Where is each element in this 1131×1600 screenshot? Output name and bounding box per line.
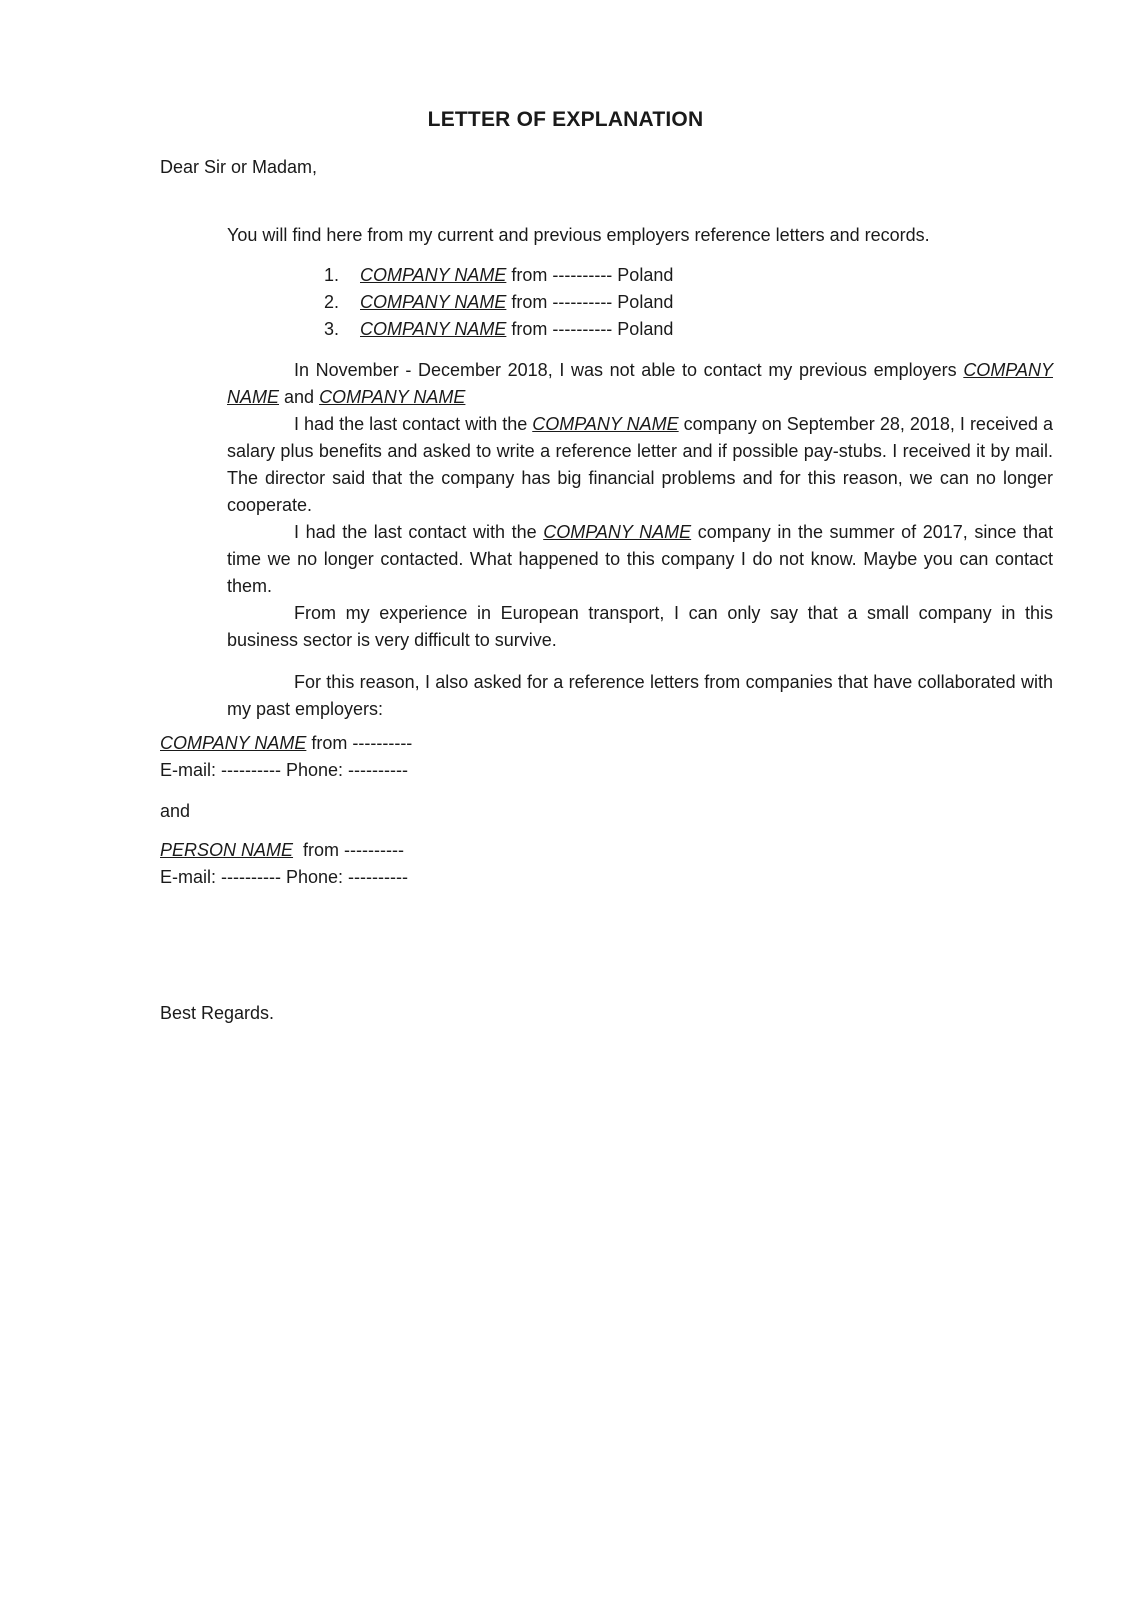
contact-1-details: E-mail: ---------- Phone: ----------: [160, 760, 408, 780]
company-name: COMPANY NAME: [532, 414, 679, 434]
list-item: [324, 316, 673, 343]
paragraph-text: In November - December 2018, I was not able to contact my previous employers: [294, 360, 964, 380]
reference-contacts: [160, 730, 412, 891]
paragraph-text: I had the last contact with the: [294, 414, 533, 434]
closing: Best Regards.: [160, 1003, 275, 1023]
letter-title: LETTER OF EXPLANATION: [427, 108, 704, 131]
greeting: Dear Sir or Madam,: [160, 157, 318, 177]
employer-list: [324, 262, 673, 343]
from-text: from ---------- Poland: [506, 265, 674, 285]
paragraph-text: company in the summer of 2017, since that time we no longer contacted. What happened to this company I do not know. Maybe you can contact them.: [227, 522, 1053, 596]
list-item: [324, 262, 673, 289]
contact-from: from ----------: [293, 840, 404, 860]
intro-paragraph: You will find here from my current and previous employers reference letters and records.: [227, 225, 930, 245]
paragraph-text: company on September 28, 2018, I received a salary plus benefits and asked to write a reference letter and if possible pay-stubs. I received it by mail. The director said that the company has big financial problems and for this reason, we can no longer cooperate.: [227, 414, 1054, 515]
paragraph-last-contact-2017: [227, 519, 1053, 600]
paragraph-references: For this reason, I also asked for a reference letters from companies that have collaborated with my past employers:: [227, 672, 1053, 719]
from-text: from ---------- Poland: [506, 319, 674, 339]
joiner-text: and: [279, 387, 320, 407]
and-text: and: [160, 801, 191, 821]
list-item: [324, 289, 673, 316]
contact-from: from ----------: [306, 733, 413, 753]
company-name: COMPANY NAME: [360, 319, 507, 339]
paragraph-text: I had the last contact with the: [294, 522, 544, 542]
letter-body: [227, 357, 1053, 723]
company-name: COMPANY NAME: [227, 360, 1053, 407]
paragraph-contact-failure: [227, 357, 1053, 411]
company-name: COMPANY NAME: [543, 522, 692, 542]
contact-company-name: COMPANY NAME: [160, 733, 307, 753]
from-text: from ---------- Poland: [506, 292, 674, 312]
contact-2-heading: [160, 837, 412, 864]
company-name: COMPANY NAME: [319, 387, 466, 407]
list-number: 1.: [324, 265, 340, 285]
company-name: COMPANY NAME: [360, 292, 507, 312]
paragraph-experience: From my experience in European transport, I can only say that a small company in this business sector is very difficult to survive.: [227, 603, 1053, 650]
company-name: COMPANY NAME: [360, 265, 507, 285]
contact-1-heading: [160, 730, 412, 757]
list-number: 3.: [324, 319, 340, 339]
contact-person-name: PERSON NAME: [160, 840, 294, 860]
list-number: 2.: [324, 292, 340, 312]
contact-2-details: E-mail: ---------- Phone: ----------: [160, 867, 408, 887]
paragraph-last-contact-2018: [227, 411, 1053, 519]
